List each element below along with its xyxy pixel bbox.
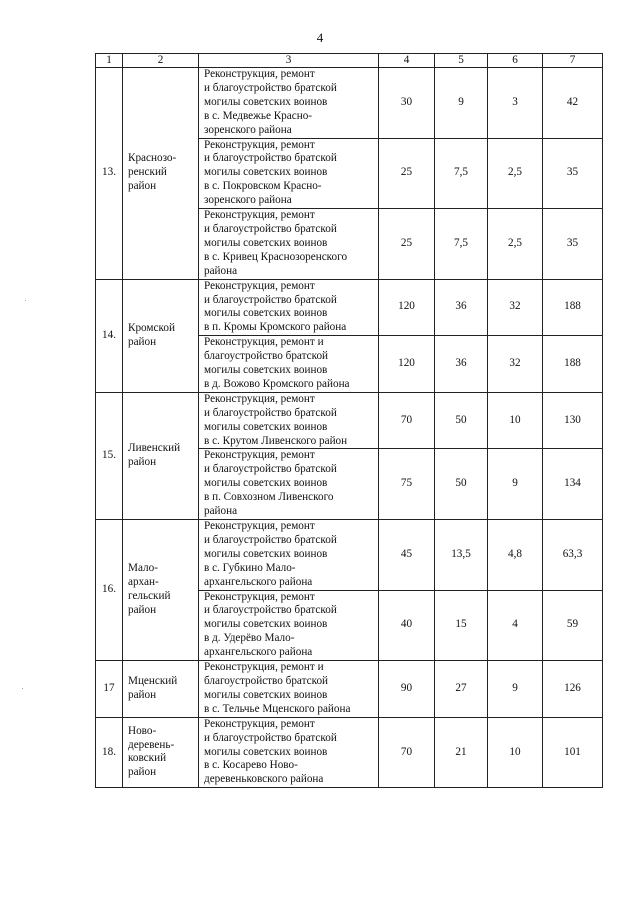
table-row [96,661,603,718]
district-name [123,392,199,519]
value-col-6: 9 [488,661,543,718]
value-col-4: 70 [379,392,435,449]
description-line: благоустройство братской [204,350,329,363]
description-line: Реконструкция, ремонт [204,717,315,730]
value-col-6: 9 [488,449,543,520]
description-line: и благоустройство братской [204,406,337,419]
description-line: в с. Крутом Ливенского район [204,434,348,447]
description-line: в с. Кривец Краснозоренского [204,250,348,263]
value-col-7: 35 [543,209,603,280]
table-row [96,279,603,336]
description-line: в п. Кромы Кромского района [204,321,347,334]
row-number: 17 [96,661,123,718]
value-col-5: 9 [435,68,488,139]
district-name [123,68,199,280]
value-col-4: 40 [379,590,435,661]
table-row [96,68,603,139]
district-line: район [128,603,157,616]
district-line: район [128,688,157,701]
value-col-6: 32 [488,279,543,336]
description-line: и благоустройство братской [204,81,337,94]
description-line: деревеньковского района [204,773,324,786]
header-cell: 2 [123,54,199,68]
value-col-6: 10 [488,717,543,788]
district-name [123,520,199,661]
value-col-5: 7,5 [435,209,488,280]
description-line: и благоустройство братской [204,463,337,476]
description-line: могилы советских воинов [204,618,328,631]
description-line: могилы советских воинов [204,745,328,758]
district-line: архан- [128,576,159,589]
district-line: Ново- [128,724,157,737]
district-line: Краснозо- [128,152,177,165]
value-col-6: 32 [488,336,543,393]
district-line: гельский [128,590,171,603]
description-line: могилы советских воинов [204,236,328,249]
table-row [96,392,603,449]
value-col-7: 126 [543,661,603,718]
value-col-7: 59 [543,590,603,661]
value-col-4: 30 [379,68,435,139]
description-line: и благоустройство братской [204,222,337,235]
work-description [199,279,379,336]
description-line: архангельского района [204,646,313,659]
description-line: зоренского района [204,194,292,207]
value-col-4: 90 [379,661,435,718]
description-line: Реконструкция, ремонт [204,392,315,405]
description-line: Реконструкция, ремонт [204,449,315,462]
district-line: деревень- [128,738,175,751]
row-number: 16. [96,520,123,661]
description-line: могилы советских воинов [204,688,328,701]
work-description [199,336,379,393]
value-col-7: 101 [543,717,603,788]
district-line: Мценский [128,674,178,687]
table-row [96,520,603,591]
district-name [123,717,199,788]
description-line: в д. Удерёво Мало- [204,632,295,645]
value-col-7: 63,3 [543,520,603,591]
value-col-7: 188 [543,336,603,393]
description-line: в д. Вожово Кромского района [204,377,350,390]
description-line: могилы советских воинов [204,166,328,179]
value-col-7: 188 [543,279,603,336]
row-number: 15. [96,392,123,519]
description-line: Реконструкция, ремонт [204,279,315,292]
value-col-5: 21 [435,717,488,788]
value-col-4: 25 [379,138,435,209]
header-cell: 4 [379,54,435,68]
value-col-6: 4,8 [488,520,543,591]
value-col-5: 50 [435,392,488,449]
value-col-4: 120 [379,279,435,336]
description-line: и благоустройство братской [204,533,337,546]
description-line: района [204,505,238,518]
description-line: Реконструкция, ремонт и [204,336,324,349]
value-col-4: 75 [379,449,435,520]
description-line: в с. Губкино Мало- [204,561,296,574]
value-col-6: 10 [488,392,543,449]
value-col-6: 3 [488,68,543,139]
description-line: благоустройство братской [204,674,329,687]
row-number: 18. [96,717,123,788]
value-col-4: 70 [379,717,435,788]
value-col-5: 50 [435,449,488,520]
district-name [123,279,199,392]
value-col-5: 36 [435,279,488,336]
description-line: зоренского района [204,123,292,136]
work-description [199,392,379,449]
description-line: района [204,264,238,277]
work-description [199,209,379,280]
value-col-5: 36 [435,336,488,393]
value-col-5: 7,5 [435,138,488,209]
work-description [199,661,379,718]
value-col-6: 2,5 [488,209,543,280]
work-description [199,138,379,209]
scan-speck [22,688,23,689]
description-line: могилы советских воинов [204,95,328,108]
page-number: 4 [316,30,324,45]
value-col-5: 13,5 [435,520,488,591]
description-line: могилы советских воинов [204,420,328,433]
description-line: могилы советских воинов [204,307,328,320]
value-col-6: 4 [488,590,543,661]
row-number: 14. [96,279,123,392]
district-line: ренский [128,166,167,179]
value-col-4: 45 [379,520,435,591]
description-line: могилы советских воинов [204,364,328,377]
description-line: и благоустройство братской [204,731,337,744]
header-cell: 1 [96,54,123,68]
value-col-5: 15 [435,590,488,661]
header-cell: 3 [199,54,379,68]
district-line: район [128,180,157,193]
header-row [96,54,603,68]
district-line: Мало- [128,562,158,575]
scan-speck [25,300,26,301]
value-col-7: 134 [543,449,603,520]
header-cell: 5 [435,54,488,68]
work-description [199,68,379,139]
description-line: могилы советских воинов [204,547,328,560]
district-line: ковский [128,752,167,765]
district-line: район [128,335,157,348]
work-description [199,520,379,591]
description-line: Реконструкция, ремонт [204,138,315,151]
description-line: Реконструкция, ремонт [204,209,315,222]
work-description [199,590,379,661]
header-cell: 6 [488,54,543,68]
value-col-7: 42 [543,68,603,139]
description-line: могилы советских воинов [204,477,328,490]
district-line: район [128,766,157,779]
description-line: и благоустройство братской [204,604,337,617]
memorial-works-table [95,53,603,788]
value-col-7: 35 [543,138,603,209]
description-line: и благоустройство братской [204,152,337,165]
district-line: район [128,455,157,468]
description-line: архангельского района [204,575,313,588]
value-col-6: 2,5 [488,138,543,209]
description-line: в п. Совхозном Ливенского [204,491,334,504]
header-cell: 7 [543,54,603,68]
row-number: 13. [96,68,123,280]
value-col-5: 27 [435,661,488,718]
description-line: Реконструкция, ремонт и [204,661,324,674]
description-line: в с. Тельчье Мценского района [204,702,351,715]
description-line: в с. Покровском Красно- [204,180,322,193]
work-description [199,449,379,520]
district-name [123,661,199,718]
description-line: в с. Медвежье Красно- [204,109,313,122]
description-line: Реконструкция, ремонт [204,68,315,80]
value-col-4: 120 [379,336,435,393]
value-col-4: 25 [379,209,435,280]
work-description [199,717,379,788]
value-col-7: 130 [543,392,603,449]
table-row [96,717,603,788]
district-line: Кромской [128,321,175,334]
description-line: Реконструкция, ремонт [204,590,315,603]
district-line: Ливенский [128,442,181,455]
description-line: Реконструкция, ремонт [204,520,315,532]
description-line: в с. Косарево Ново- [204,759,298,772]
description-line: и благоустройство братской [204,293,337,306]
